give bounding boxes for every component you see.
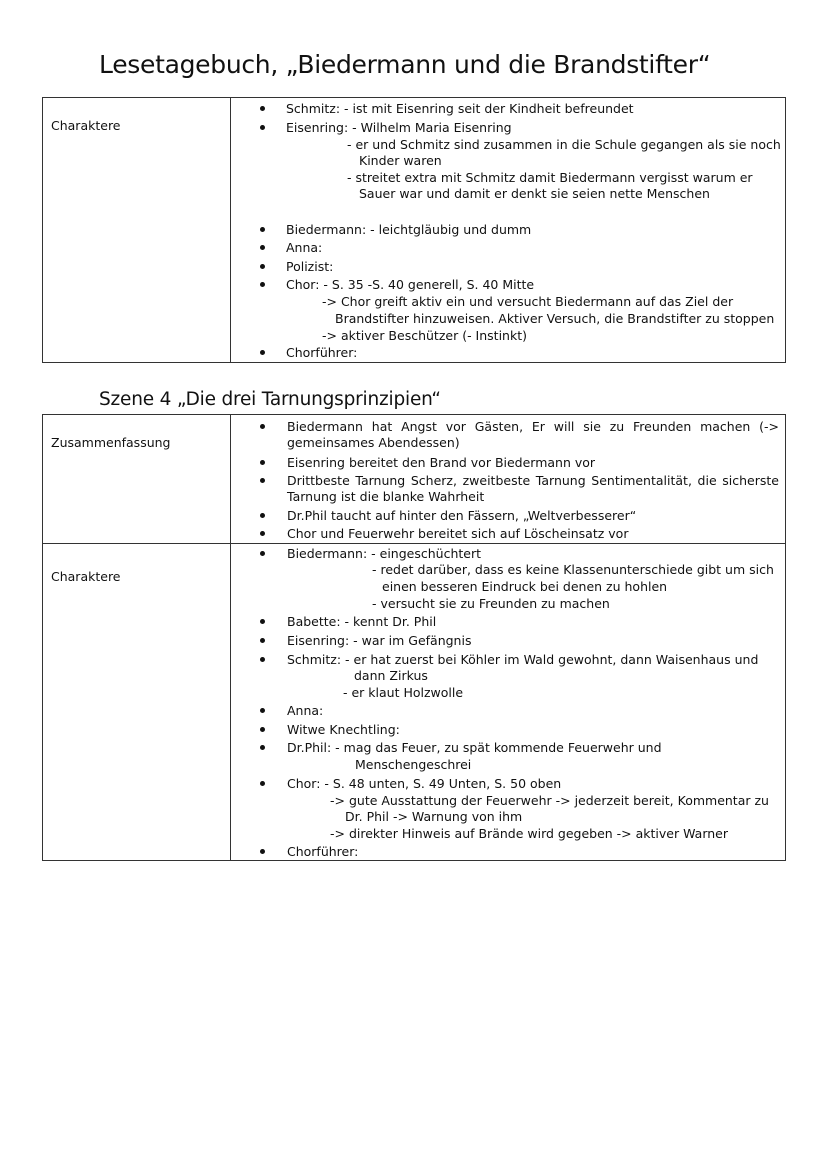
bullet	[260, 657, 265, 662]
text-line: Menschengeschrei	[355, 757, 472, 772]
text-line: Brandstifter hinzuweisen. Aktiver Versuch, die Brandstifter zu stoppen	[335, 311, 775, 326]
text-line: Sauer war und damit er denkt sie seien nette Menschen	[359, 186, 710, 201]
bullet	[260, 478, 265, 483]
text-line: Polizist:	[286, 259, 334, 274]
text-line: Biedermann hat Angst vor Gästen, Er will sie zu Freunden machen (->	[287, 419, 779, 434]
section-heading: Szene 4 „Die drei Tarnungsprinzipien“	[99, 389, 441, 410]
bullet	[260, 849, 265, 854]
text-line: - er klaut Holzwolle	[343, 685, 464, 700]
text-line: gemeinsames Abendessen)	[287, 435, 460, 450]
bullet	[260, 350, 265, 355]
text-line: Dr. Phil -> Warnung von ihm	[345, 809, 523, 824]
text-line: Chorführer:	[287, 844, 359, 859]
bullet	[260, 531, 265, 536]
bullet	[260, 551, 265, 556]
text-line: - streitet extra mit Schmitz damit Biedermann vergisst warum er	[347, 170, 753, 185]
text-line: Anna:	[286, 240, 323, 255]
bullet	[260, 264, 265, 269]
table-column-divider	[230, 97, 231, 363]
bullet	[260, 745, 265, 750]
text-line: Eisenring: - Wilhelm Maria Eisenring	[286, 120, 512, 135]
bullet	[260, 708, 265, 713]
text-line: Chorführer:	[286, 345, 358, 360]
bullet	[260, 638, 265, 643]
table-row-divider	[42, 543, 786, 544]
row-label-summary: Zusammenfassung	[51, 435, 171, 450]
bullet	[260, 513, 265, 518]
bullet	[260, 727, 265, 732]
text-line: Dr.Phil taucht auf hinter den Fässern, „Weltverbesserer“	[287, 508, 637, 523]
text-line: Biedermann: - eingeschüchtert	[287, 546, 482, 561]
text-line: Dr.Phil: - mag das Feuer, zu spät kommende Feuerwehr und	[287, 740, 662, 755]
text-line: dann Zirkus	[354, 668, 428, 683]
text-line: Kinder waren	[359, 153, 442, 168]
text-line: Schmitz: - er hat zuerst bei Köhler im Wald gewohnt, dann Waisenhaus und	[287, 652, 759, 667]
bullet	[260, 424, 265, 429]
bullet	[260, 619, 265, 624]
bullet	[260, 227, 265, 232]
text-line: Chor und Feuerwehr bereitet sich auf Löscheinsatz vor	[287, 526, 629, 541]
bullet	[260, 781, 265, 786]
text-line: -> aktiver Beschützer (- Instinkt)	[322, 328, 527, 343]
bullet	[260, 460, 265, 465]
text-line: - versucht sie zu Freunden zu machen	[372, 596, 610, 611]
bullet	[260, 245, 265, 250]
text-line: Witwe Knechtling:	[287, 722, 400, 737]
text-line: -> Chor greift aktiv ein und versucht Biedermann auf das Ziel der	[322, 294, 734, 309]
text-line: Biedermann: - leichtgläubig und dumm	[286, 222, 532, 237]
bullet	[260, 282, 265, 287]
text-line: Eisenring bereitet den Brand vor Biedermann vor	[287, 455, 596, 470]
row-label-characters: Charaktere	[51, 118, 121, 133]
table-column-divider	[230, 414, 231, 861]
text-line: Anna:	[287, 703, 324, 718]
text-line: Babette: - kennt Dr. Phil	[287, 614, 437, 629]
text-line: -> gute Ausstattung der Feuerwehr -> jederzeit bereit, Kommentar zu	[330, 793, 769, 808]
text-line: Chor: - S. 35 -S. 40 generell, S. 40 Mitte	[286, 277, 535, 292]
text-line: einen besseren Eindruck bei denen zu hohlen	[382, 579, 668, 594]
text-line: Eisenring: - war im Gefängnis	[287, 633, 472, 648]
text-line: - redet darüber, dass es keine Klassenunterschiede gibt um sich	[372, 562, 774, 577]
bullet	[260, 125, 265, 130]
text-line: Tarnung ist die blanke Wahrheit	[287, 489, 485, 504]
page-title: Lesetagebuch, „Biedermann und die Brandstifter“	[99, 50, 711, 79]
text-line: Schmitz: - ist mit Eisenring seit der Kindheit befreundet	[286, 101, 634, 116]
row-label-characters: Charaktere	[51, 569, 121, 584]
bullet	[260, 106, 265, 111]
text-line: Drittbeste Tarnung Scherz, zweitbeste Tarnung Sentimentalität, die sicherste	[287, 473, 779, 488]
text-line: Chor: - S. 48 unten, S. 49 Unten, S. 50 oben	[287, 776, 562, 791]
text-line: -> direkter Hinweis auf Brände wird gegeben -> aktiver Warner	[330, 826, 728, 841]
text-line: - er und Schmitz sind zusammen in die Schule gegangen als sie noch	[347, 137, 781, 152]
